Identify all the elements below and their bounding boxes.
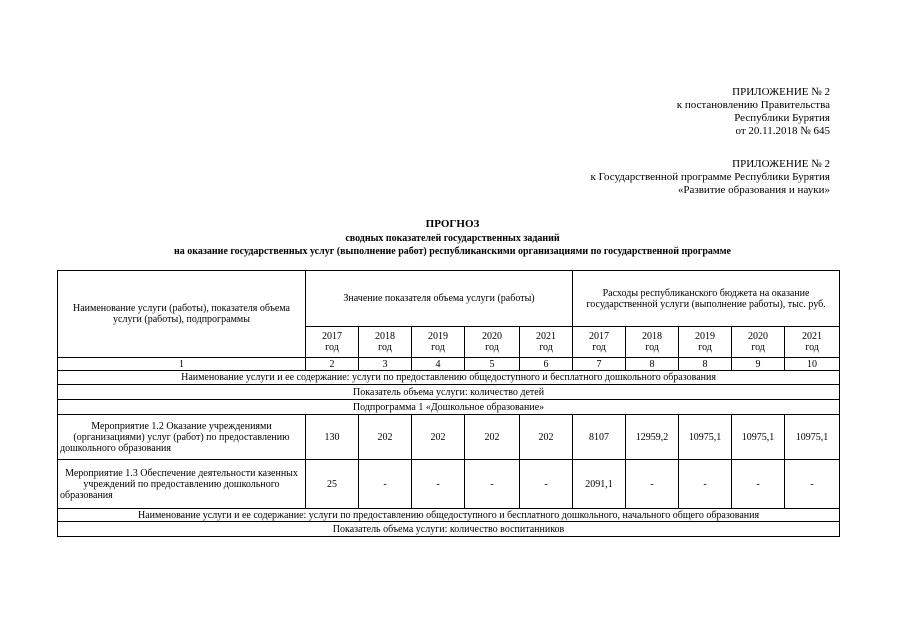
value-cell: 10975,1 — [679, 415, 732, 460]
year-header-cell — [626, 327, 679, 358]
value-cell: - — [732, 460, 785, 509]
service-name-header: Наименование услуги (работы), показателя объема услуги (работы), подпрограммы — [58, 271, 306, 358]
column-number-cell: 1 — [58, 358, 306, 371]
table-body — [58, 271, 840, 537]
year-value: 2019 — [695, 331, 716, 342]
year-value: 2017 — [589, 331, 610, 342]
appendix-line: к Государственной программе Республики Бурятия — [590, 171, 830, 183]
year-header-cell — [359, 327, 412, 358]
doc-subtitle-2: на оказание государственных услуг (выполнение работ) республиканскими организациями по государственной программе — [174, 246, 731, 257]
section-label: Наименование услуги и ее содержание: услуги по предоставлению общедоступного и бесплатного дошкольного образования — [58, 371, 840, 385]
year-header-cell — [732, 327, 785, 358]
value-cell: - — [679, 460, 732, 509]
year-value: 2020 — [748, 331, 769, 342]
budget-expenses-header: Расходы республиканского бюджета на оказание государственной услуги (выполнение работы), тыс. руб. — [573, 271, 840, 327]
table-section-row — [58, 509, 840, 522]
volume-indicator-header: Значение показателя объема услуги (работы) — [306, 271, 573, 327]
value-cell: 130 — [306, 415, 359, 460]
value-cell: 202 — [359, 415, 412, 460]
year-value: 2021 — [536, 331, 557, 342]
column-number-cell: 8 — [679, 358, 732, 371]
column-number-cell: 3 — [359, 358, 412, 371]
year-header-cell — [306, 327, 359, 358]
appendix-line: «Развитие образования и науки» — [677, 184, 830, 196]
year-suffix: год — [592, 342, 606, 353]
year-header-cell — [785, 327, 840, 358]
table-section-row — [58, 400, 840, 415]
activity-name: Мероприятие 1.3 Обеспечение деятельности казенных учреждений по предоставлению дошкольного образования — [58, 460, 306, 509]
section-label: Показатель объема услуги: количество детей — [58, 385, 840, 400]
doc-subtitle: сводных показателей государственных заданий — [345, 233, 560, 244]
value-cell: - — [412, 460, 465, 509]
appendix-line: от 20.11.2018 № 645 — [735, 125, 830, 137]
year-suffix: год — [805, 342, 819, 353]
doc-title: ПРОГНОЗ — [425, 218, 480, 230]
column-number-cell: 9 — [732, 358, 785, 371]
appendix-header-2 — [590, 158, 830, 197]
column-number-cell: 8 — [626, 358, 679, 371]
value-cell: 25 — [306, 460, 359, 509]
table-row — [58, 415, 840, 460]
value-cell: 202 — [520, 415, 573, 460]
appendix-line: ПРИЛОЖЕНИЕ № 2 — [732, 86, 830, 98]
year-suffix: год — [431, 342, 445, 353]
year-suffix: год — [378, 342, 392, 353]
value-cell: - — [520, 460, 573, 509]
column-number-cell: 10 — [785, 358, 840, 371]
appendix-header-1 — [677, 86, 830, 138]
year-header-cell — [679, 327, 732, 358]
value-cell: 10975,1 — [785, 415, 840, 460]
column-number-cell: 7 — [573, 358, 626, 371]
year-value: 2020 — [482, 331, 502, 342]
value-cell: - — [785, 460, 840, 509]
table-section-row — [58, 385, 840, 400]
value-cell: 202 — [465, 415, 520, 460]
table-section-row — [58, 371, 840, 385]
year-header-cell — [573, 327, 626, 358]
year-suffix: год — [485, 342, 499, 353]
activity-name: Мероприятие 1.2 Оказание учреждениями (организациями) услуг (работ) по предоставлению дошкольного образования — [58, 415, 306, 460]
forecast-table — [57, 270, 840, 537]
year-header-cell — [465, 327, 520, 358]
table-section-row — [58, 522, 840, 537]
value-cell: - — [626, 460, 679, 509]
year-value: 2021 — [802, 331, 823, 342]
section-label: Подпрограмма 1 «Дошкольное образование» — [58, 400, 840, 415]
value-cell: - — [465, 460, 520, 509]
section-label: Наименование услуги и ее содержание: услуги по предоставлению общедоступного и бесплатного дошкольного, начального общего образования — [58, 509, 840, 522]
year-header-cell — [412, 327, 465, 358]
column-number-row — [58, 358, 840, 371]
year-value: 2018 — [642, 331, 663, 342]
value-cell: - — [359, 460, 412, 509]
column-number-cell: 4 — [412, 358, 465, 371]
year-value: 2017 — [322, 331, 342, 342]
value-cell: 2091,1 — [573, 460, 626, 509]
year-value: 2019 — [428, 331, 448, 342]
value-cell: 10975,1 — [732, 415, 785, 460]
table-row — [58, 460, 840, 509]
year-suffix: год — [539, 342, 553, 353]
year-suffix: год — [325, 342, 339, 353]
year-suffix: год — [751, 342, 765, 353]
appendix-line: ПРИЛОЖЕНИЕ № 2 — [732, 158, 830, 170]
appendix-line: к постановлению Правительства — [676, 99, 830, 111]
section-label: Показатель объема услуги: количество воспитанников — [58, 522, 840, 537]
year-suffix: год — [698, 342, 712, 353]
table-header-row — [58, 271, 840, 327]
value-cell: 8107 — [573, 415, 626, 460]
value-cell: 12959,2 — [626, 415, 679, 460]
year-value: 2018 — [375, 331, 395, 342]
column-number-cell: 2 — [306, 358, 359, 371]
appendix-line: Республики Бурятия — [734, 112, 830, 124]
column-number-cell: 6 — [520, 358, 573, 371]
year-suffix: год — [645, 342, 659, 353]
year-header-cell — [520, 327, 573, 358]
column-number-cell: 5 — [465, 358, 520, 371]
value-cell: 202 — [412, 415, 465, 460]
